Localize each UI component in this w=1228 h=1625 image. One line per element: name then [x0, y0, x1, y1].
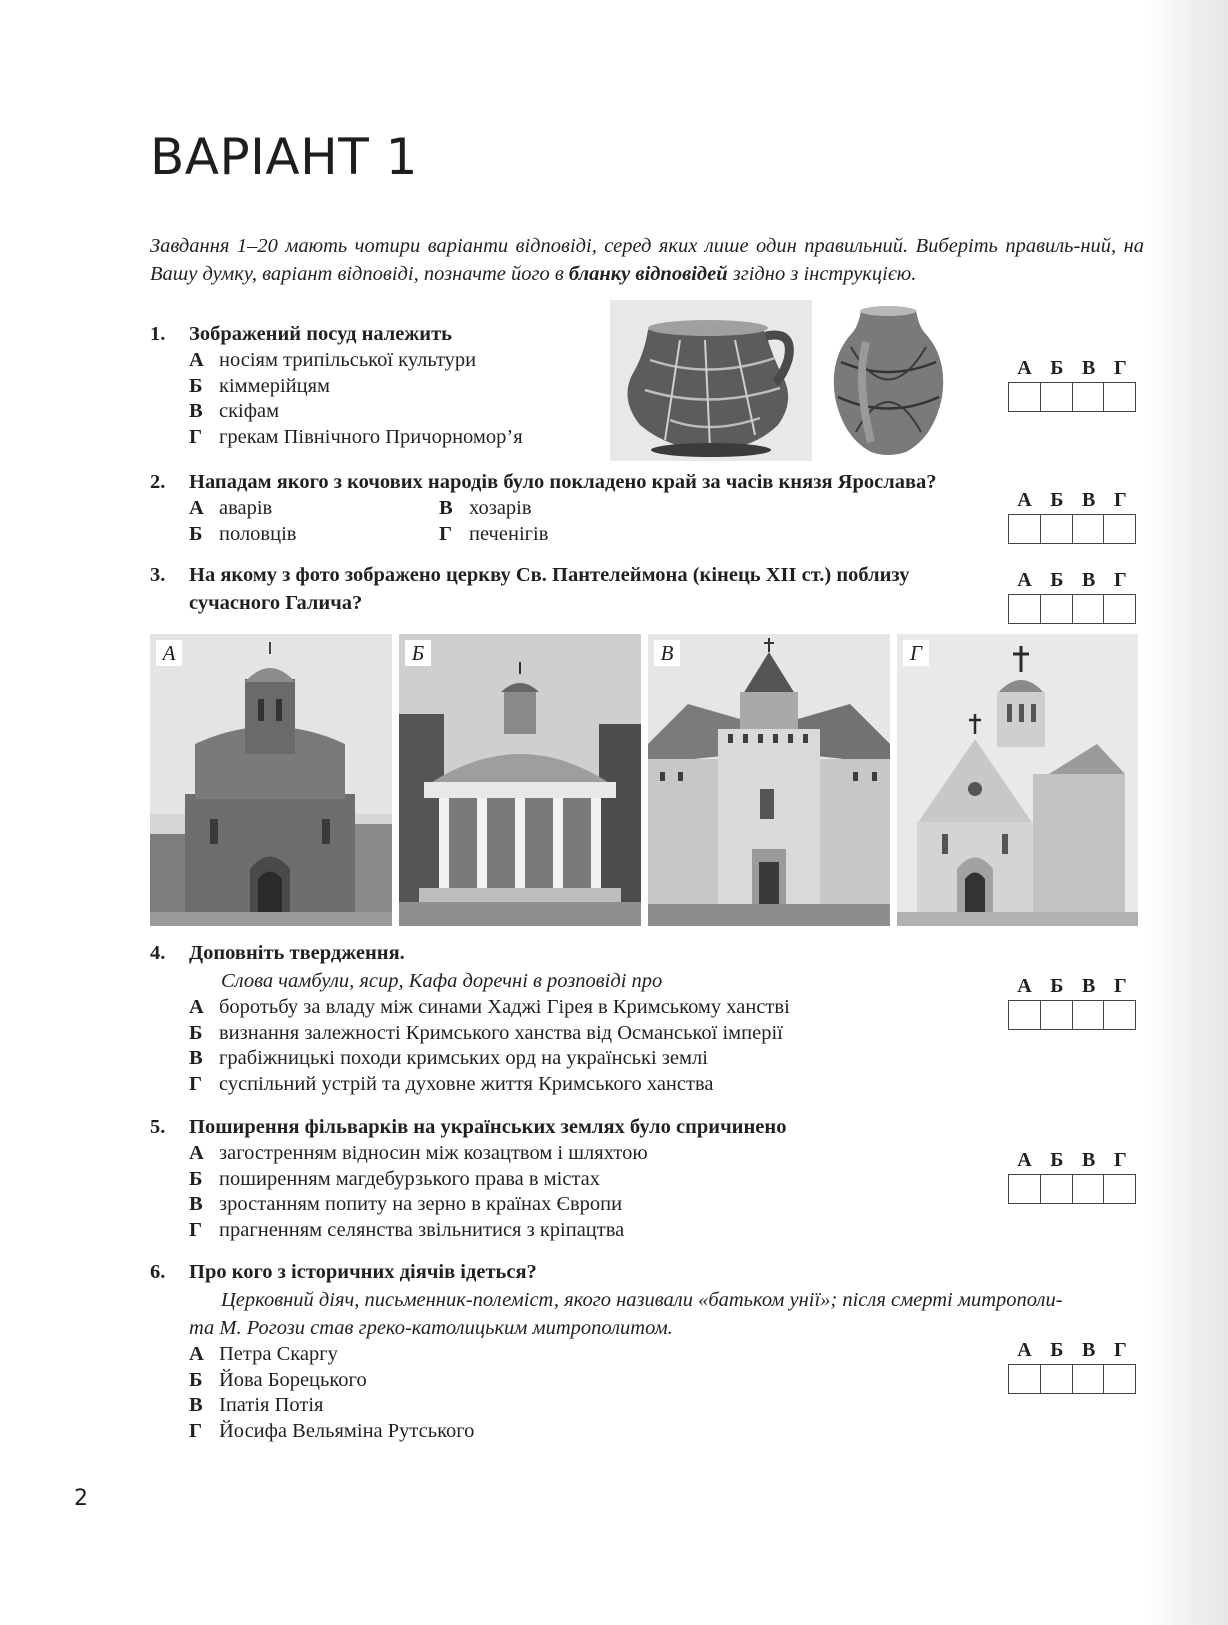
answer-letter: В	[1082, 489, 1096, 511]
page-number: 2	[74, 1486, 88, 1511]
photo-label: Б	[405, 640, 431, 666]
question-4	[150, 939, 790, 1097]
question-number: 3.	[150, 564, 166, 586]
answer-box-a[interactable]	[1009, 595, 1041, 623]
option-text: аварів	[219, 497, 273, 519]
option-letter: Б	[189, 1021, 203, 1044]
option-letter: Г	[189, 1218, 203, 1241]
answer-box-c[interactable]	[1073, 595, 1105, 623]
question-number: 5.	[150, 1116, 166, 1138]
answer-box-a[interactable]	[1009, 1175, 1041, 1203]
answer-boxes	[1008, 594, 1136, 624]
church-photo-c	[648, 634, 890, 926]
answer-letter: Б	[1050, 975, 1064, 997]
instructions	[150, 232, 1144, 288]
answer-grid-1	[1008, 357, 1136, 412]
answer-boxes	[1008, 514, 1136, 544]
question-lead-line-1: Церковний діяч, письменник-полеміст, якого називали «батьком унії»; після смерті митрополи-	[221, 1289, 1063, 1311]
answer-letters	[1008, 1149, 1136, 1171]
question-lead-line-2: та М. Рогози став греко-католицьким митрополитом.	[189, 1317, 673, 1339]
option-b	[150, 1368, 1144, 1394]
answer-letter: А	[1017, 357, 1032, 379]
answer-boxes	[1008, 1364, 1136, 1394]
answer-boxes	[1008, 382, 1136, 412]
answer-box-a[interactable]	[1009, 1365, 1041, 1393]
option-c	[150, 399, 523, 425]
question-1	[150, 320, 523, 450]
answer-letter: В	[1082, 1149, 1096, 1171]
option-letter: В	[189, 1047, 203, 1069]
question-text: Про кого з історичних діячів ідеться?	[189, 1261, 537, 1283]
question-2	[150, 468, 937, 547]
question-text: Поширення фільварків на українських землях було спричинено	[189, 1116, 787, 1138]
option-b	[189, 522, 439, 548]
question-number: 4.	[150, 942, 166, 964]
option-text: Петра Скаргу	[219, 1343, 338, 1365]
answer-letter: А	[1017, 569, 1032, 591]
option-letter: В	[189, 1193, 203, 1215]
option-text: Йосифа Вельяміна Рутського	[219, 1419, 475, 1442]
option-letter: А	[189, 1343, 204, 1365]
instructions-bold: бланку відповідей	[568, 263, 728, 285]
option-text: Іпатія Потія	[219, 1394, 324, 1416]
option-a	[150, 348, 523, 374]
question-5	[150, 1113, 786, 1243]
answer-box-b[interactable]	[1041, 515, 1073, 543]
answer-box-c[interactable]	[1073, 383, 1105, 411]
answer-letter: А	[1017, 1149, 1032, 1171]
answer-letter: В	[1082, 569, 1096, 591]
answer-letters	[1008, 569, 1136, 591]
answer-letter: Г	[1113, 357, 1127, 379]
answer-grid-2	[1008, 489, 1136, 544]
answer-box-b[interactable]	[1041, 383, 1073, 411]
church-photo-b	[399, 634, 641, 926]
answer-box-a[interactable]	[1009, 1001, 1041, 1029]
question-6	[150, 1258, 1144, 1444]
option-d	[439, 522, 689, 548]
answer-boxes	[1008, 1174, 1136, 1204]
option-text: половців	[219, 522, 297, 545]
option-text: суспільний устрій та духовне життя Кримського ханства	[219, 1072, 714, 1095]
question-5-heading	[150, 1113, 786, 1141]
answer-box-b[interactable]	[1041, 1175, 1073, 1203]
question-lead: Слова чамбули, ясир, Кафа доречні в розповіді про	[221, 970, 663, 992]
answer-letter: В	[1082, 1339, 1096, 1361]
answer-box-b[interactable]	[1041, 1001, 1073, 1029]
page-title: ВАРІАНТ 1	[150, 128, 418, 186]
option-c	[439, 496, 689, 522]
answer-letter: Г	[1113, 569, 1127, 591]
answer-box-c[interactable]	[1073, 515, 1105, 543]
page-edge-shadow	[1148, 0, 1228, 1625]
answer-letters	[1008, 975, 1136, 997]
question-3-heading	[150, 561, 910, 617]
question-text-line-2: сучасного Галича?	[189, 592, 363, 614]
answer-box-c[interactable]	[1073, 1001, 1105, 1029]
answer-grid-4	[1008, 975, 1136, 1030]
answer-letter: Б	[1050, 1149, 1064, 1171]
answer-grid-5	[1008, 1149, 1136, 1204]
question-6-heading	[150, 1258, 1144, 1286]
options-grid	[150, 496, 937, 547]
church-photo-a	[150, 634, 392, 926]
option-letter: Б	[189, 522, 203, 545]
option-letter: Г	[189, 1419, 203, 1442]
option-b	[150, 1021, 790, 1047]
option-d	[150, 425, 523, 451]
answer-grid-6	[1008, 1339, 1136, 1394]
option-letter: А	[189, 497, 204, 519]
question-text: Зображений посуд належить	[189, 323, 452, 345]
option-letter: Г	[189, 1072, 203, 1095]
option-a	[189, 496, 439, 522]
option-letter: Г	[439, 522, 453, 545]
option-a	[150, 995, 790, 1021]
answer-letters	[1008, 1339, 1136, 1361]
answer-letter: Г	[1113, 489, 1127, 511]
answer-box-c[interactable]	[1073, 1365, 1105, 1393]
pottery-jug-photo	[610, 300, 812, 461]
instructions-text: Завдання 1–20 мають чотири варіанти відповіді, серед яких лише один правильний. Виберіть правиль-ний, на Вашу думку, варіант відповіді, позначте його в	[150, 235, 1144, 285]
option-letter: Г	[189, 425, 203, 448]
answer-letter: Г	[1113, 1149, 1127, 1171]
photo-label: Г	[903, 640, 929, 666]
option-c	[150, 1046, 790, 1072]
answer-box-d[interactable]	[1104, 1365, 1135, 1393]
option-a	[150, 1342, 1144, 1368]
answer-letter: В	[1082, 357, 1096, 379]
option-letter: Б	[189, 1368, 203, 1391]
option-letter: А	[189, 1142, 204, 1164]
question-1-heading	[150, 320, 523, 348]
question-number: 2.	[150, 471, 166, 493]
option-text: боротьбу за владу між синами Хаджі Гірея в Кримському ханстві	[219, 996, 790, 1018]
option-letter: А	[189, 349, 204, 371]
option-c	[150, 1393, 1144, 1419]
church-photo-d	[897, 634, 1138, 926]
photo-label: В	[654, 640, 680, 666]
answer-box-d[interactable]	[1104, 1175, 1135, 1203]
answer-letter: А	[1017, 975, 1032, 997]
option-letter: Б	[189, 1167, 203, 1190]
question-number: 1.	[150, 323, 166, 345]
question-3	[150, 561, 910, 617]
answer-boxes	[1008, 1000, 1136, 1030]
answer-box-b[interactable]	[1041, 1365, 1073, 1393]
answer-letter: Б	[1050, 1339, 1064, 1361]
answer-letter: Б	[1050, 357, 1064, 379]
option-text: грекам Північного Причорномор’я	[219, 425, 523, 448]
pottery-vase-photo	[826, 302, 951, 460]
option-letter: Б	[189, 374, 203, 397]
option-d	[150, 1072, 790, 1098]
option-letter: В	[439, 497, 453, 519]
option-letter: В	[189, 1394, 203, 1416]
answer-box-d[interactable]	[1104, 383, 1135, 411]
question-4-heading	[150, 939, 790, 967]
option-text: зростанням попиту на зерно в країнах Європи	[219, 1193, 623, 1215]
answer-letters	[1008, 357, 1136, 379]
option-text: визнання залежності Кримського ханства від Османської імперії	[219, 1021, 783, 1044]
question-number: 6.	[150, 1261, 166, 1283]
question-text-line-1: На якому з фото зображено церкву Св. Пантелеймона (кінець XII ст.) поблизу	[189, 564, 910, 586]
answer-box-a[interactable]	[1009, 383, 1041, 411]
option-text: хозарів	[469, 497, 532, 519]
answer-box-a[interactable]	[1009, 515, 1041, 543]
option-c	[150, 1192, 786, 1218]
answer-letters	[1008, 489, 1136, 511]
answer-letter: А	[1017, 1339, 1032, 1361]
question-text: Нападам якого з кочових народів було покладено край за часів князя Ярослава?	[189, 471, 937, 493]
answer-letter: Г	[1113, 975, 1127, 997]
option-text: печенігів	[469, 522, 549, 545]
option-a	[150, 1141, 786, 1167]
question-2-heading	[150, 468, 937, 496]
option-letter: В	[189, 400, 203, 422]
answer-letter: В	[1082, 975, 1096, 997]
option-text: поширенням магдебурзького права в містах	[219, 1167, 601, 1190]
photo-label: А	[156, 640, 182, 666]
answer-box-b[interactable]	[1041, 595, 1073, 623]
option-text: кіммерійцям	[219, 374, 330, 397]
option-text: скіфам	[219, 400, 280, 422]
option-text: загостренням відносин між козацтвом і шляхтою	[219, 1142, 648, 1164]
answer-letter: Б	[1050, 489, 1064, 511]
answer-letter: Г	[1113, 1339, 1127, 1361]
answer-box-d[interactable]	[1104, 1001, 1135, 1029]
option-text: прагненням селянства звільнитися з кріпацтва	[219, 1218, 625, 1241]
option-text: носіям трипільської культури	[219, 349, 477, 371]
option-text: грабіжницькі походи кримських орд на українські землі	[219, 1047, 708, 1069]
instructions-text-end: згідно з інструкцією.	[727, 263, 917, 285]
answer-box-d[interactable]	[1104, 595, 1135, 623]
answer-box-c[interactable]	[1073, 1175, 1105, 1203]
answer-box-d[interactable]	[1104, 515, 1135, 543]
option-b	[150, 374, 523, 400]
answer-letter: А	[1017, 489, 1032, 511]
option-b	[150, 1167, 786, 1193]
answer-letter: Б	[1050, 569, 1064, 591]
option-text: Йова Борецького	[219, 1368, 367, 1391]
option-d	[150, 1218, 786, 1244]
question-text: Доповніть твердження.	[189, 942, 405, 964]
option-d	[150, 1419, 1144, 1445]
option-letter: А	[189, 996, 204, 1018]
answer-grid-3	[1008, 569, 1136, 624]
